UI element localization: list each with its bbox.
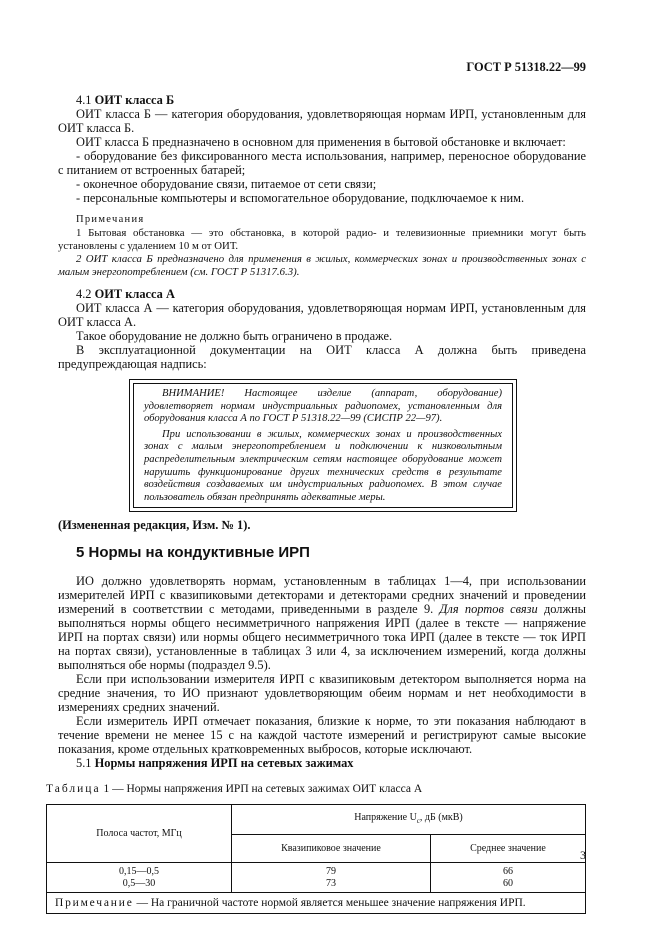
paragraph: Такое оборудование не должно быть ограничено в продаже.	[76, 329, 393, 343]
list-item: - оборудование без фиксированного места использования, например, переносное оборудование с питанием от встроенных батарей;	[58, 149, 586, 177]
warning-text: При использовании в жилых, коммерческих зонах и производственных зонах с малым энергопотреблением и подключении к низковольтным распределительным электрическим сетям настоящее оборудование может нарушить функционирование других технических средств в результате воздействия создаваемых им индустриальных радиопомех. В этом случае пользователь обязан предпринять адекватные меры.	[144, 428, 502, 503]
table-1	[46, 804, 586, 914]
paragraph: ОИТ класса Б предназначено в основном для применения в бытовой обстановке и включает:	[76, 135, 566, 149]
document-header: ГОСТ Р 51318.22—99	[466, 60, 586, 74]
warning-box	[129, 379, 517, 512]
paragraph: ОИТ класса А — категория оборудования, удовлетворяющая нормам ИРП, установленным для ОИТ класса А.	[58, 301, 586, 329]
table-note: Примечание — На граничной частоте нормой является меньшее значение напряжения ИРП.	[47, 893, 586, 914]
table-header-voltage: Напряжение $U_с$, дБ (мкВ)	[232, 805, 586, 835]
amendment-note: (Измененная редакция, Изм. № 1).	[58, 518, 251, 533]
list-item: - персональные компьютеры и вспомогательное оборудование, подключаемое к ним.	[76, 191, 525, 205]
warning-box-inner	[133, 383, 513, 508]
section-5-title: 5 Нормы на кондуктивные ИРП	[76, 544, 310, 562]
paragraph: Если измеритель ИРП отмечает показания, близкие к норме, то эти показания наблюдают в течение времени не менее 15 с на каждой частоте измерений и регистрируют самые высокие показания, кроме отдельных кратковременных выбросов, которые исключают.	[58, 714, 586, 757]
table-cell-qp: 79 73	[232, 863, 431, 893]
paragraph: Если при использовании измерителя ИРП с квазипиковым детектором выполняется норма на средние значения, то ИО признают удовлетворяющим обеим нормам и нет необходимости в измерениях средних значений.	[58, 672, 586, 715]
table-cell-freq: 0,15—0,5 0,5—30	[47, 863, 232, 893]
list-item: - оконечное оборудование связи, питаемое от сети связи;	[76, 177, 377, 191]
page-body	[46, 93, 586, 914]
subsection-4-2-heading: 4.2 ОИТ класса А	[76, 287, 175, 301]
table-header-freq: Полоса частот, МГц	[47, 805, 232, 863]
document-page	[46, 0, 586, 936]
table-header-avg: Среднее значение	[430, 835, 585, 863]
table-header-qp: Квазипиковое значение	[232, 835, 431, 863]
table-cell-avg: 66 60	[430, 863, 585, 893]
paragraph: ОИТ класса Б — категория оборудования, удовлетворяющая нормам ИРП, установленным для ОИТ класса Б.	[58, 107, 586, 135]
paragraph: ИО должно удовлетворять нормам, установленным в таблицах 1—4, при использовании измерителей ИРП с квазипиковыми детекторами и детекторами средних значений и проведении измерений в соответствии с методами, приведенными в разделе 9. Для портов связи должны выполняться нормы общего несимметричного напряжения ИРП (далее в тексте — напряжение ИРП на портах связи) или нормы общего несимметричного тока ИРП (далее в тексте — ток ИРП на портах связи), установленные в таблицах 3 или 4, за исключением измерений, когда должны выполняться обе нормы (подраздел 9.5).	[58, 574, 586, 673]
paragraph: В эксплуатационной документации на ОИТ класса А должна быть приведена предупреждающая надпись:	[58, 343, 586, 371]
notes-title: Примечания	[76, 214, 145, 225]
note-1: 1 Бытовая обстановка — это обстановка, в которой радио- и телевизионные приемники могут быть установлены с удалением 10 м от ОИТ.	[58, 227, 586, 252]
page-number: 3	[580, 848, 586, 862]
subsection-5-1-heading: 5.1 Нормы напряжения ИРП на сетевых зажимах	[76, 756, 354, 771]
note-2: 2 ОИТ класса Б предназначено для применения в жилых, коммерческих зонах и производственных зонах с малым энергопотреблением (см. ГОСТ Р 51317.6.3).	[58, 253, 586, 278]
subsection-4-1-heading: 4.1 ОИТ класса Б	[76, 93, 175, 107]
warning-text: ВНИМАНИЕ! Настоящее изделие (аппарат, оборудование) удовлетворяет нормам индустриальных радиопомех, установленным для оборудования класса А по ГОСТ Р 51318.22—99 (СИСПР 22—97).	[144, 388, 502, 425]
table-caption: Таблица 1 — Нормы напряжения ИРП на сетевых зажимах ОИТ класса А	[46, 783, 423, 796]
